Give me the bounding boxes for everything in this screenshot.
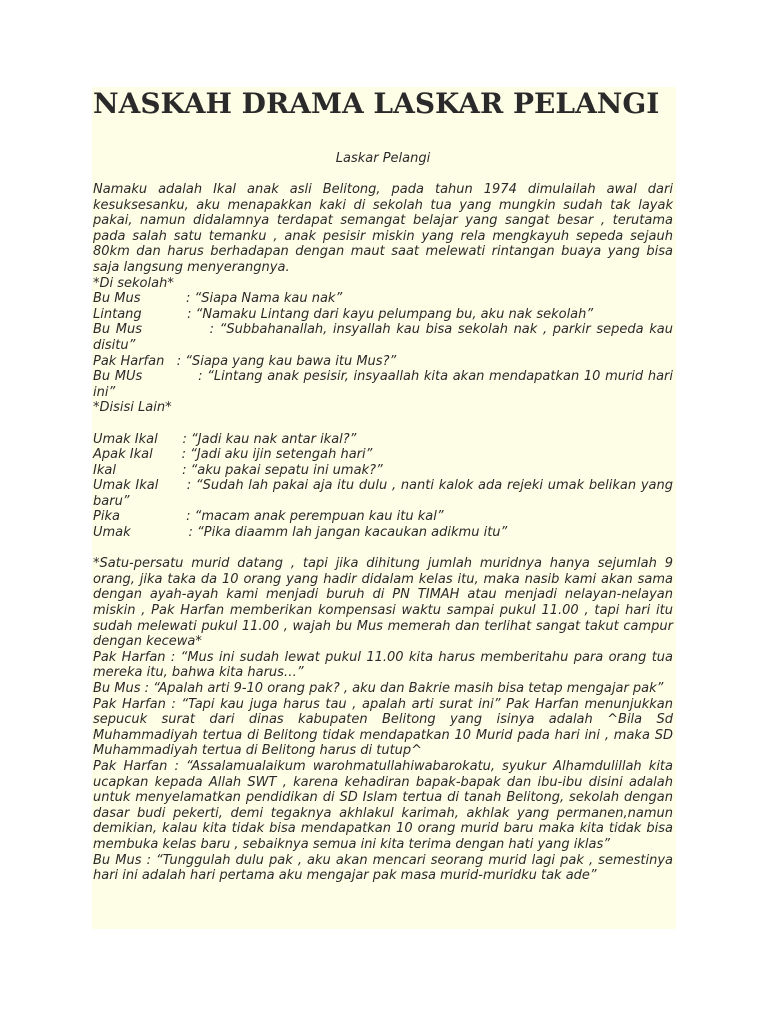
dialog-text: : “aku pakai sepatu ini umak?” — [182, 462, 383, 478]
dialog-line — [93, 432, 673, 448]
dialog-text: : “Sudah lah pakai aja itu dulu , nanti kalok ada rejeki umak belikan yang baru” — [93, 478, 673, 509]
dialog-text: : “Lintang anak pesisir, insyaallah kita akan mendapatkan 10 murid hari ini” — [93, 369, 673, 400]
dialog-paragraph: Pak Harfan : “Assalamualaikum warohmatullahiwabarokatu, syukur Alhamdulillah kita ucapkan kepada Allah SWT , karena kehadiran bapak-bapak dan ibu-ibu disini adalah untuk menyelamatkan pendidikan di SD Islam tertua di tanah Belitong, sekolah dengan dasar budi pekerti, demi tegaknya akhlakul karimah, akhlak yang permanen,namun demikian, kalau kita tidak bisa mendapatkan 10 orang murid baru maka kita tidak bisa membuka kelas baru , sebaiknya semua ini kita terima dengan hati yang iklas” — [93, 758, 673, 852]
speaker-name: Bu Mus — [93, 291, 186, 307]
spacer — [93, 541, 673, 557]
dialog-text: : “Siapa yang kau bawa itu Mus?” — [176, 353, 397, 369]
dialog-paragraph: Pak Harfan : “Tapi kau juga harus tau , apalah arti surat ini” Pak Harfan menunjukkan sepucuk surat dari dinas kabupaten Belitong yang isinya adalah ^Bila Sd Muhammadiyah tertua di Belitong tidak mendapatkan 10 Murid pada hari ini , maka SD Muhammadiyah tertua di Belitong harus di tutup^ — [93, 696, 673, 759]
dialog-line — [93, 447, 673, 463]
dialog-text: : “Subbahanallah, insyallah kau bisa sekolah nak , parkir sepeda kau disitu” — [93, 322, 673, 353]
speaker-name: Pak Harfan — [93, 353, 177, 369]
dialog-text: : “Pika diaamm lah jangan kacaukan adikmu itu” — [188, 525, 508, 541]
speaker-name: Bu MUs — [93, 369, 199, 385]
scene-heading-school: *Di sekolah* — [93, 275, 174, 291]
dialog-line — [93, 478, 673, 509]
dialog-text: : “Namaku Lintang dari kayu pelumpang bu, aku nak sekolah” — [187, 306, 594, 322]
speaker-name: Bu Mus — [93, 322, 210, 338]
dialog-text: : “Jadi kau nak antar ikal?” — [182, 431, 357, 447]
document-body — [93, 182, 673, 884]
dialog-line — [93, 291, 673, 307]
dialog-line — [93, 354, 673, 370]
intro-paragraph: Namaku adalah Ikal anak asli Belitong, pada tahun 1974 dimulailah awal dari kesuksesanku, aku menapakkan kaki di sekolah tua yang mungkin sudah tak layak pakai, namun didalamnya terdapat semangat belajar yang sangat besar , terutama pada salah satu temanku , anak pesisir miskin yang rela mengkayuh sepeda sejauh 80km dan harus berhadapan dengan maut saat melewati rintangan buaya yang bisa saja langsung menyerangnya. — [93, 182, 673, 275]
dialog-text: : “macam anak perempuan kau itu kal” — [186, 509, 444, 525]
scene-heading-elsewhere: *Disisi Lain* — [93, 400, 172, 416]
speaker-name: Ikal — [93, 462, 183, 478]
spacer — [93, 416, 673, 432]
speaker-name: Umak Ikal — [93, 431, 183, 447]
dialog-line — [93, 369, 673, 400]
speaker-name: Umak — [93, 525, 189, 541]
dialog-line — [93, 525, 673, 541]
dialog-paragraph: Bu Mus : “Apalah arti 9-10 orang pak? , aku dan Bakrie masih bisa tetap mengajar pak” — [93, 681, 664, 696]
dialog-line — [93, 322, 673, 353]
dialog-paragraph: Bu Mus : “Tunggulah dulu pak , aku akan mencari seorang murid lagi pak , semestinya hari ini adalah hari pertama aku mengajar pak masa murid-muridku tak ade” — [93, 852, 673, 884]
dialog-text: : “Jadi aku ijin setengah hari” — [181, 447, 373, 463]
dialog-line — [93, 463, 673, 479]
speaker-name: Lintang — [93, 306, 188, 322]
dialog-paragraph: Pak Harfan : “Mus ini sudah lewat pukul 11.00 kita harus memberitahu para orang tua mereka itu, bahwa kita harus…” — [93, 649, 673, 681]
dialog-text: : “Siapa Nama kau nak” — [185, 291, 343, 307]
dialog-line — [93, 307, 673, 323]
speaker-name: Pika — [93, 509, 187, 525]
speaker-name: Apak Ikal — [93, 447, 182, 463]
document-subtitle: Laskar Pelangi — [335, 151, 431, 166]
narration-paragraph: *Satu-persatu murid datang , tapi jika dihitung jumlah muridnya hanya sejumlah 9 orang, jika taka da 10 orang yang hadir didalam kelas itu, maka nasib kami akan sama dengan ayah-ayah kami menjadi buruh di PN TIMAH atau menjadi nelayan-nelayan miskin , Pak Harfan memberikan kompensasi waktu sampai pukul 11.00 , tapi hari itu sudah melewati pukul 11.00 , wajah bu Mus memerah dan terlihat sangat takut campur dengan kecewa* — [93, 556, 673, 650]
speaker-name: Umak Ikal — [93, 478, 187, 494]
dialog-line — [93, 509, 673, 525]
document-title: NASKAH DRAMA LASKAR PELANGI — [93, 87, 660, 120]
